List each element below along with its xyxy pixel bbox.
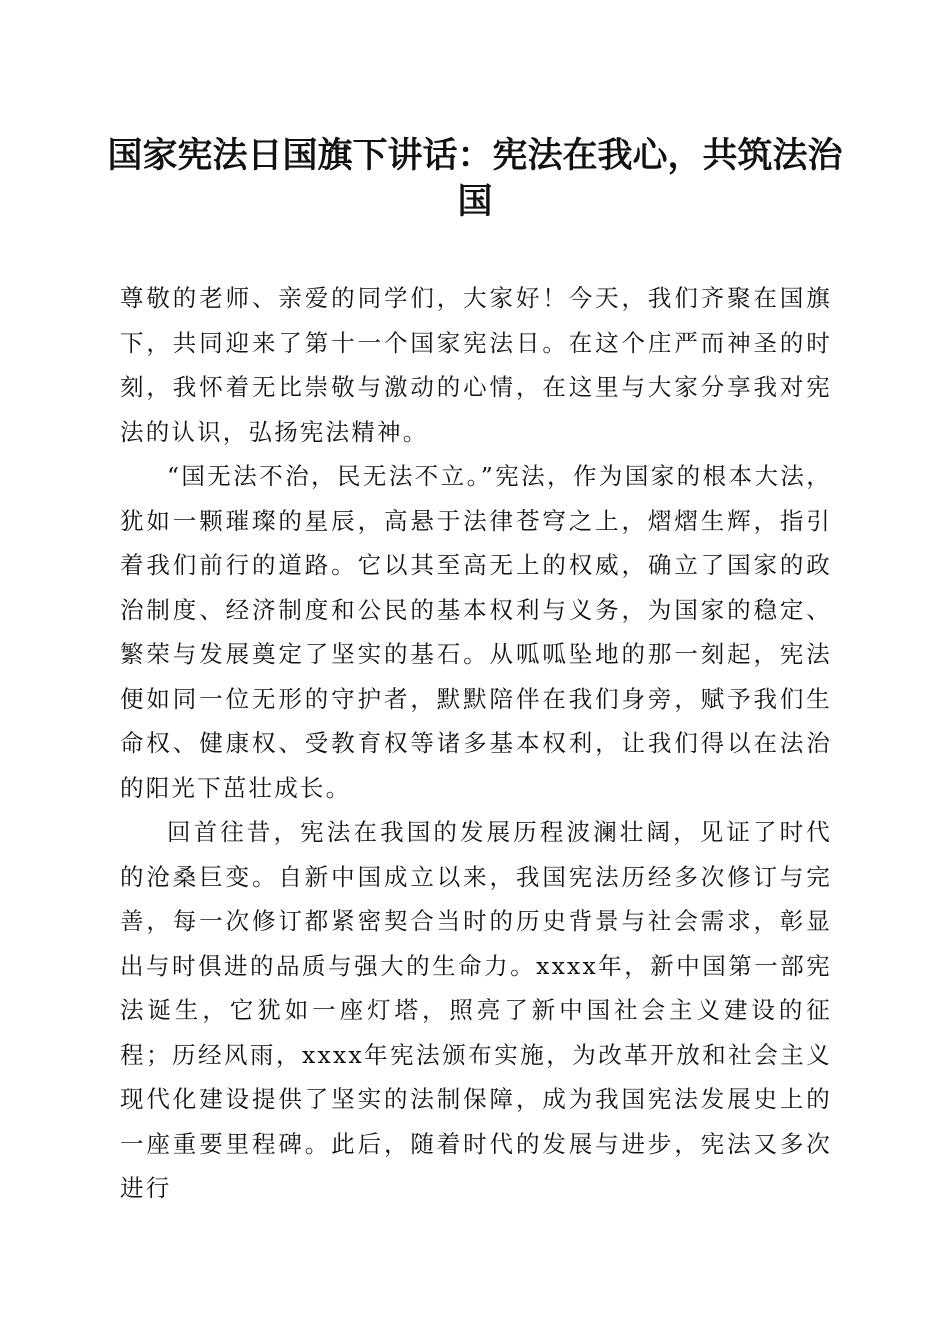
document-body bbox=[120, 276, 832, 1211]
document-title: 国家宪法日国旗下讲话：宪法在我心，共筑法治国 bbox=[107, 135, 843, 222]
paragraph-constitution-role: “国无法不治，民无法不立。”宪法，作为国家的根本大法，犹如一颗璀璨的星辰，高悬于法律苍穹之上，熠熠生辉，指引着我们前行的道路。它以其至高无上的权威，确立了国家的政治制度、经济制度和公民的基本权利与义务，为国家的稳定、繁荣与发展奠定了坚实的基石。从呱呱坠地的那一刻起，宪法便如同一位无形的守护者，默默陪伴在我们身旁，赋予我们生命权、健康权、受教育权等诸多基本权利，让我们得以在法治的阳光下茁壮成长。 bbox=[120, 462, 832, 802]
paragraph-greeting: 尊敬的老师、亲爱的同学们，大家好！今天，我们齐聚在国旗下，共同迎来了第十一个国家宪法日。在这个庄严而神圣的时刻，我怀着无比崇敬与激动的心情，在这里与大家分享我对宪法的认识，弘扬宪法精神。 bbox=[120, 284, 832, 446]
paragraph-constitution-history: 回首往昔，宪法在我国的发展历程波澜壮阔，见证了时代的沧桑巨变。自新中国成立以来，我国宪法历经多次修订与完善，每一次修订都紧密契合当时的历史背景与社会需求，彰显出与时俱进的品质与强大的生命力。xxxx年，新中国第一部宪法诞生，它犹如一座灯塔，照亮了新中国社会主义建设的征程；历经风雨，xxxx年宪法颁布实施，为改革开放和社会主义现代化建设提供了坚实的法制保障，成为我国宪法发展史上的一座重要里程碑。此后，随着时代的发展与进步，宪法又多次进行 bbox=[120, 818, 832, 1202]
